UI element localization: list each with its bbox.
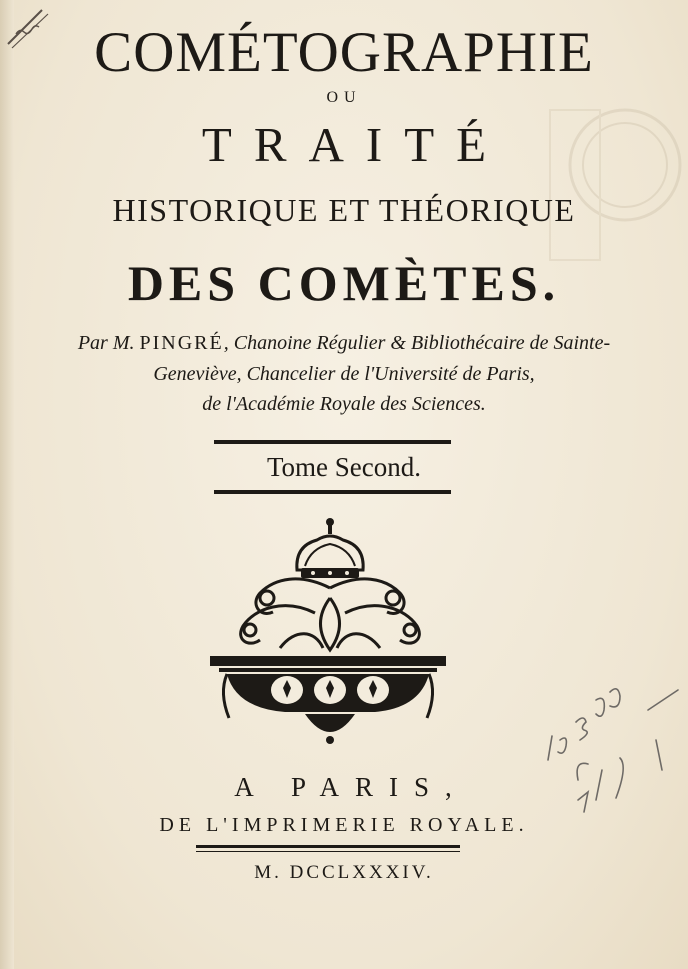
royal-arms-ornament — [205, 518, 451, 750]
imprint-date: M. DCCLXXXIV. — [254, 862, 434, 883]
author-line-3: de l'Académie Royale des Sciences. — [202, 393, 486, 415]
author-prefix: Par M. — [77, 332, 135, 354]
imprint-rule — [196, 845, 460, 852]
author-name: PINGRÉ — [139, 332, 224, 354]
title-historique: HISTORIQUE ET THÉORIQUE — [112, 192, 576, 228]
title-cometes: DES COMÈTES. — [127, 255, 561, 311]
volume-label: Tome Second. — [266, 452, 422, 482]
title-conjunction: OU — [326, 89, 362, 106]
rule-bottom — [214, 490, 451, 494]
author-line-1 — [0, 330, 688, 356]
foliage-icon — [241, 579, 420, 650]
title-traite: TRAITÉ — [201, 117, 509, 172]
crown-icon — [297, 518, 363, 578]
rule-top — [214, 440, 451, 444]
pencil-shelfmark-annotation — [538, 670, 688, 840]
main-title: COMÉTOGRAPHIE — [94, 21, 594, 84]
imprint-printer: DE L'IMPRIMERIE ROYALE. — [159, 814, 529, 836]
author-line-2: Geneviève, Chancelier de l'Université de Paris, — [153, 363, 535, 385]
author-title: , Chanoine Régulier & Bibliothécaire de Sainte- — [223, 332, 611, 354]
imprint-place: A PARIS, — [234, 772, 468, 802]
